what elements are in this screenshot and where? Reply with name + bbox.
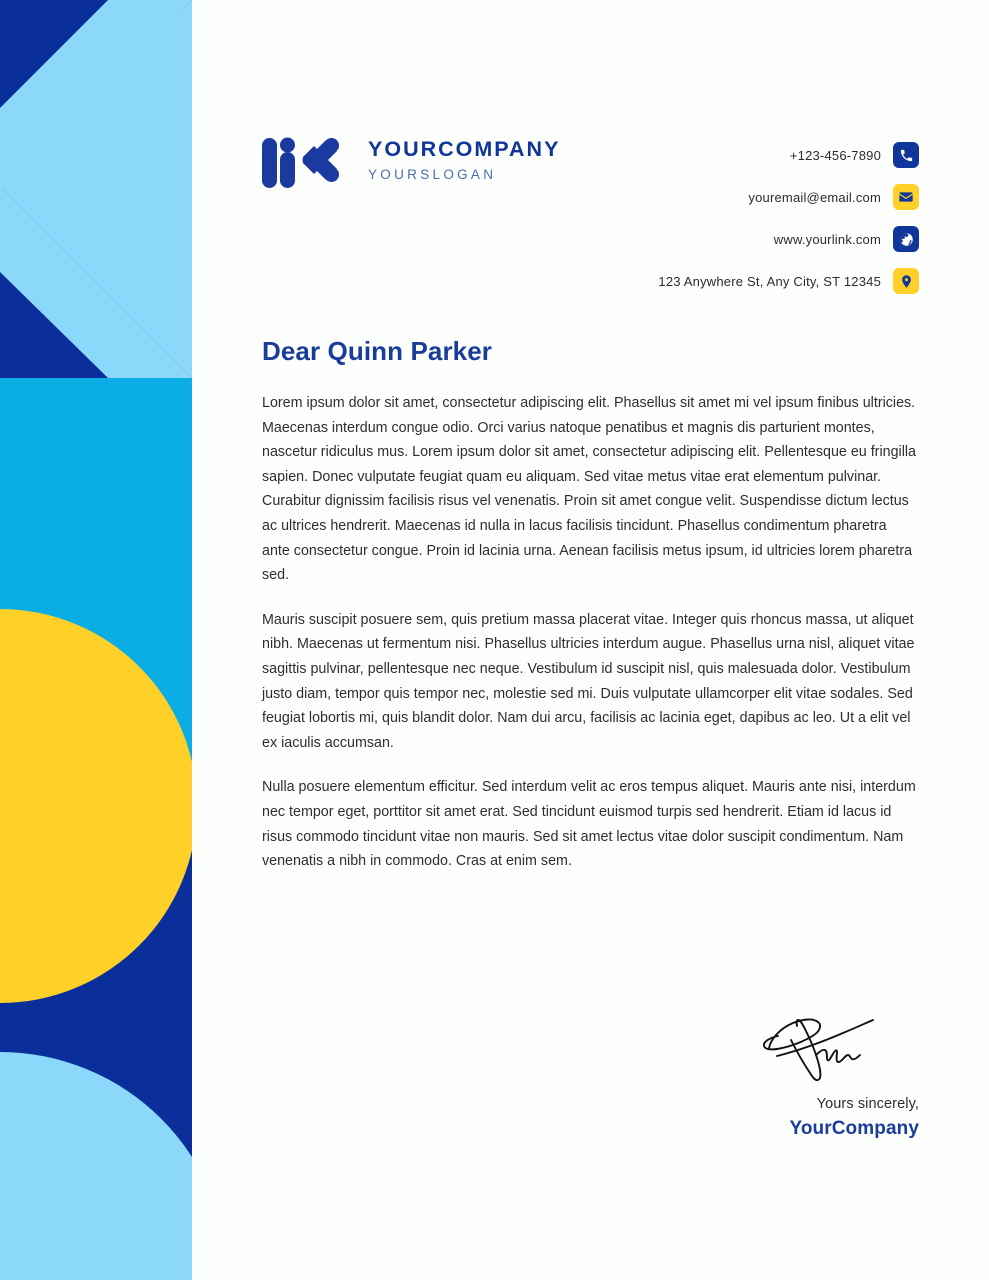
letter-body — [262, 391, 917, 874]
envelope-icon[interactable] — [893, 184, 919, 210]
mk-monogram-icon — [262, 132, 346, 188]
contact-address-text: 123 Anywhere St, Any City, ST 12345 — [658, 273, 881, 289]
phone-icon[interactable] — [893, 142, 919, 168]
handwritten-signature-icon — [761, 1000, 911, 1088]
signoff-closing: Yours sincerely, — [816, 1096, 919, 1112]
contact-website-text: www.yourlink.com — [773, 231, 881, 247]
contact-row-email — [658, 184, 919, 210]
location-pin-icon[interactable] — [893, 268, 919, 294]
contact-phone-text: +123-456-7890 — [789, 147, 881, 163]
globe-icon[interactable] — [893, 226, 919, 252]
contact-row-phone — [658, 142, 919, 168]
signature-block — [619, 1000, 919, 1140]
company-name: YOURCOMPANY — [368, 137, 561, 162]
contact-email-text: youremail@email.com — [748, 189, 881, 205]
signoff-company: YourCompany — [789, 1118, 919, 1139]
letter-paragraph-3: Nulla posuere elementum efficitur. Sed interdum velit ac eros tempus aliquet. Mauris ante nisi, interdum nec tempor eget, porttitor sit amet erat. Sed tincidunt euismod turpis sed hendrerit. Etiam id lacus id risus commodo tincidunt vitae non mauris. Sed sit amet lectus vitae dolor suscipit condimentum. Nam venenatis a nibh in commodo. Cras at enim sem. — [262, 779, 916, 870]
decorative-sidebar — [0, 0, 192, 1280]
letter-paragraph-1: Lorem ipsum dolor sit amet, consectetur adipiscing elit. Phasellus sit amet mi vel ipsum finibus ultricies. Maecenas interdum congue odio. Orci varius natoque penatibus et magnis dis parturient montes, nascetur ridiculus mus. Lorem ipsum dolor sit amet, consectetur adipiscing elit. Pellentesque eu fringilla sapien. Donec vulputate feugiat quam eu aliquam. Sed vitae metus vitae erat elementum pulvinar. Curabitur dignissim facilisis risus vel venenatis. Proin sit amet congue velit. Suspendisse dictum lectus ac ultrices hendrerit. Maecenas id nulla in lacus facilisis tincidunt. Phasellus condimentum pharetra ante consectetur congue. Proin id lacinia urna. Aenean facilisis metus ipsum, id ultricies lorem pharetra sed. — [262, 395, 916, 584]
company-slogan: YOURSLOGAN — [368, 166, 497, 182]
contact-list — [658, 142, 919, 294]
contact-row-address — [658, 268, 919, 294]
letterhead-header — [262, 132, 919, 292]
brand-text — [368, 137, 560, 183]
letter-greeting: Dear Quinn Parker — [262, 336, 493, 366]
brand-block — [262, 132, 560, 188]
letter-paragraph-2: Mauris suscipit posuere sem, quis pretium massa placerat vitae. Integer quis rhoncus massa, ut aliquet nibh. Maecenas ut fermentum nisi. Phasellus ultricies interdum augue. Phasellus urna nisl, aliquet vitae sagittis pulvinar, pellentesque nec neque. Vestibulum id suscipit nisl, quis malesuada dolor. Vestibulum justo diam, tempor quis tempor nec, molestie sed mi. Duis vulputate ullamcorper elit vitae sodales. Sed feugiat lobortis mi, quis blandit dolor. Nam dui arcu, facilisis ac lacinia eget, dapibus ac leo. Ut a elit vel ex iaculis accumsan. — [262, 611, 915, 751]
contact-row-website — [658, 226, 919, 252]
